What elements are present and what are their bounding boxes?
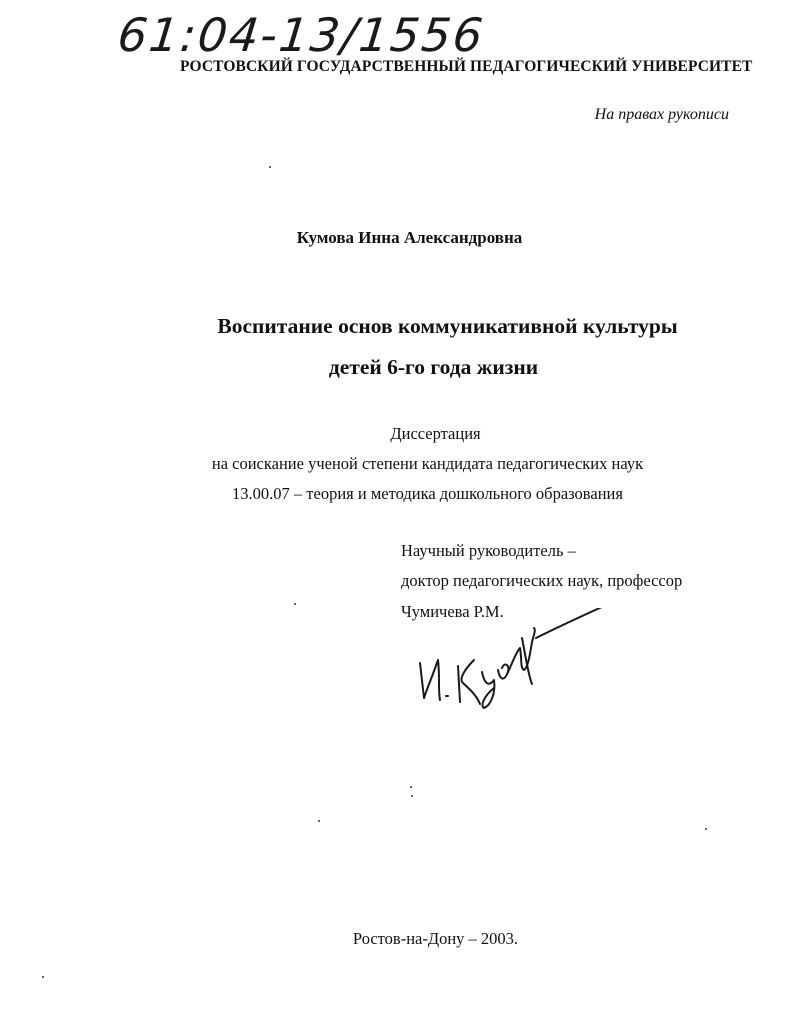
advisor-role: Научный руководитель – xyxy=(401,541,576,560)
advisor-name: Чумичева Р.М. xyxy=(401,602,504,621)
scan-speck xyxy=(42,976,44,978)
dissertation-title-line-1: Воспитание основ коммуникативной культуры xyxy=(217,314,678,338)
specialty-code: 13.00.07 – теория и методика дошкольного образования xyxy=(232,484,623,503)
handwritten-signature-icon xyxy=(410,608,610,718)
scan-speck xyxy=(410,786,412,788)
city-year: Ростов-на-Дону – 2003. xyxy=(352,929,519,948)
degree-statement: на соискание ученой степени кандидата педагогических наук xyxy=(211,454,644,473)
scan-speck xyxy=(294,603,296,605)
dissertation-title-line-2: детей 6-го года жизни xyxy=(328,355,539,379)
advisor-title: доктор педагогических наук, профессор xyxy=(401,571,683,590)
rights-note: На правах рукописи xyxy=(594,106,729,123)
scan-speck xyxy=(318,820,320,822)
scan-speck xyxy=(411,795,413,797)
handwritten-archive-number: 61:04-13/1556 xyxy=(115,8,488,62)
scan-speck xyxy=(269,166,271,168)
document-type: Диссертация xyxy=(390,424,481,443)
university-name: РОСТОВСКИЙ ГОСУДАРСТВЕННЫЙ ПЕДАГОГИЧЕСКИЙ УНИВЕРСИТЕТ xyxy=(180,58,753,75)
scan-speck xyxy=(705,828,707,830)
author-name: Кумова Инна Александровна xyxy=(296,228,523,247)
